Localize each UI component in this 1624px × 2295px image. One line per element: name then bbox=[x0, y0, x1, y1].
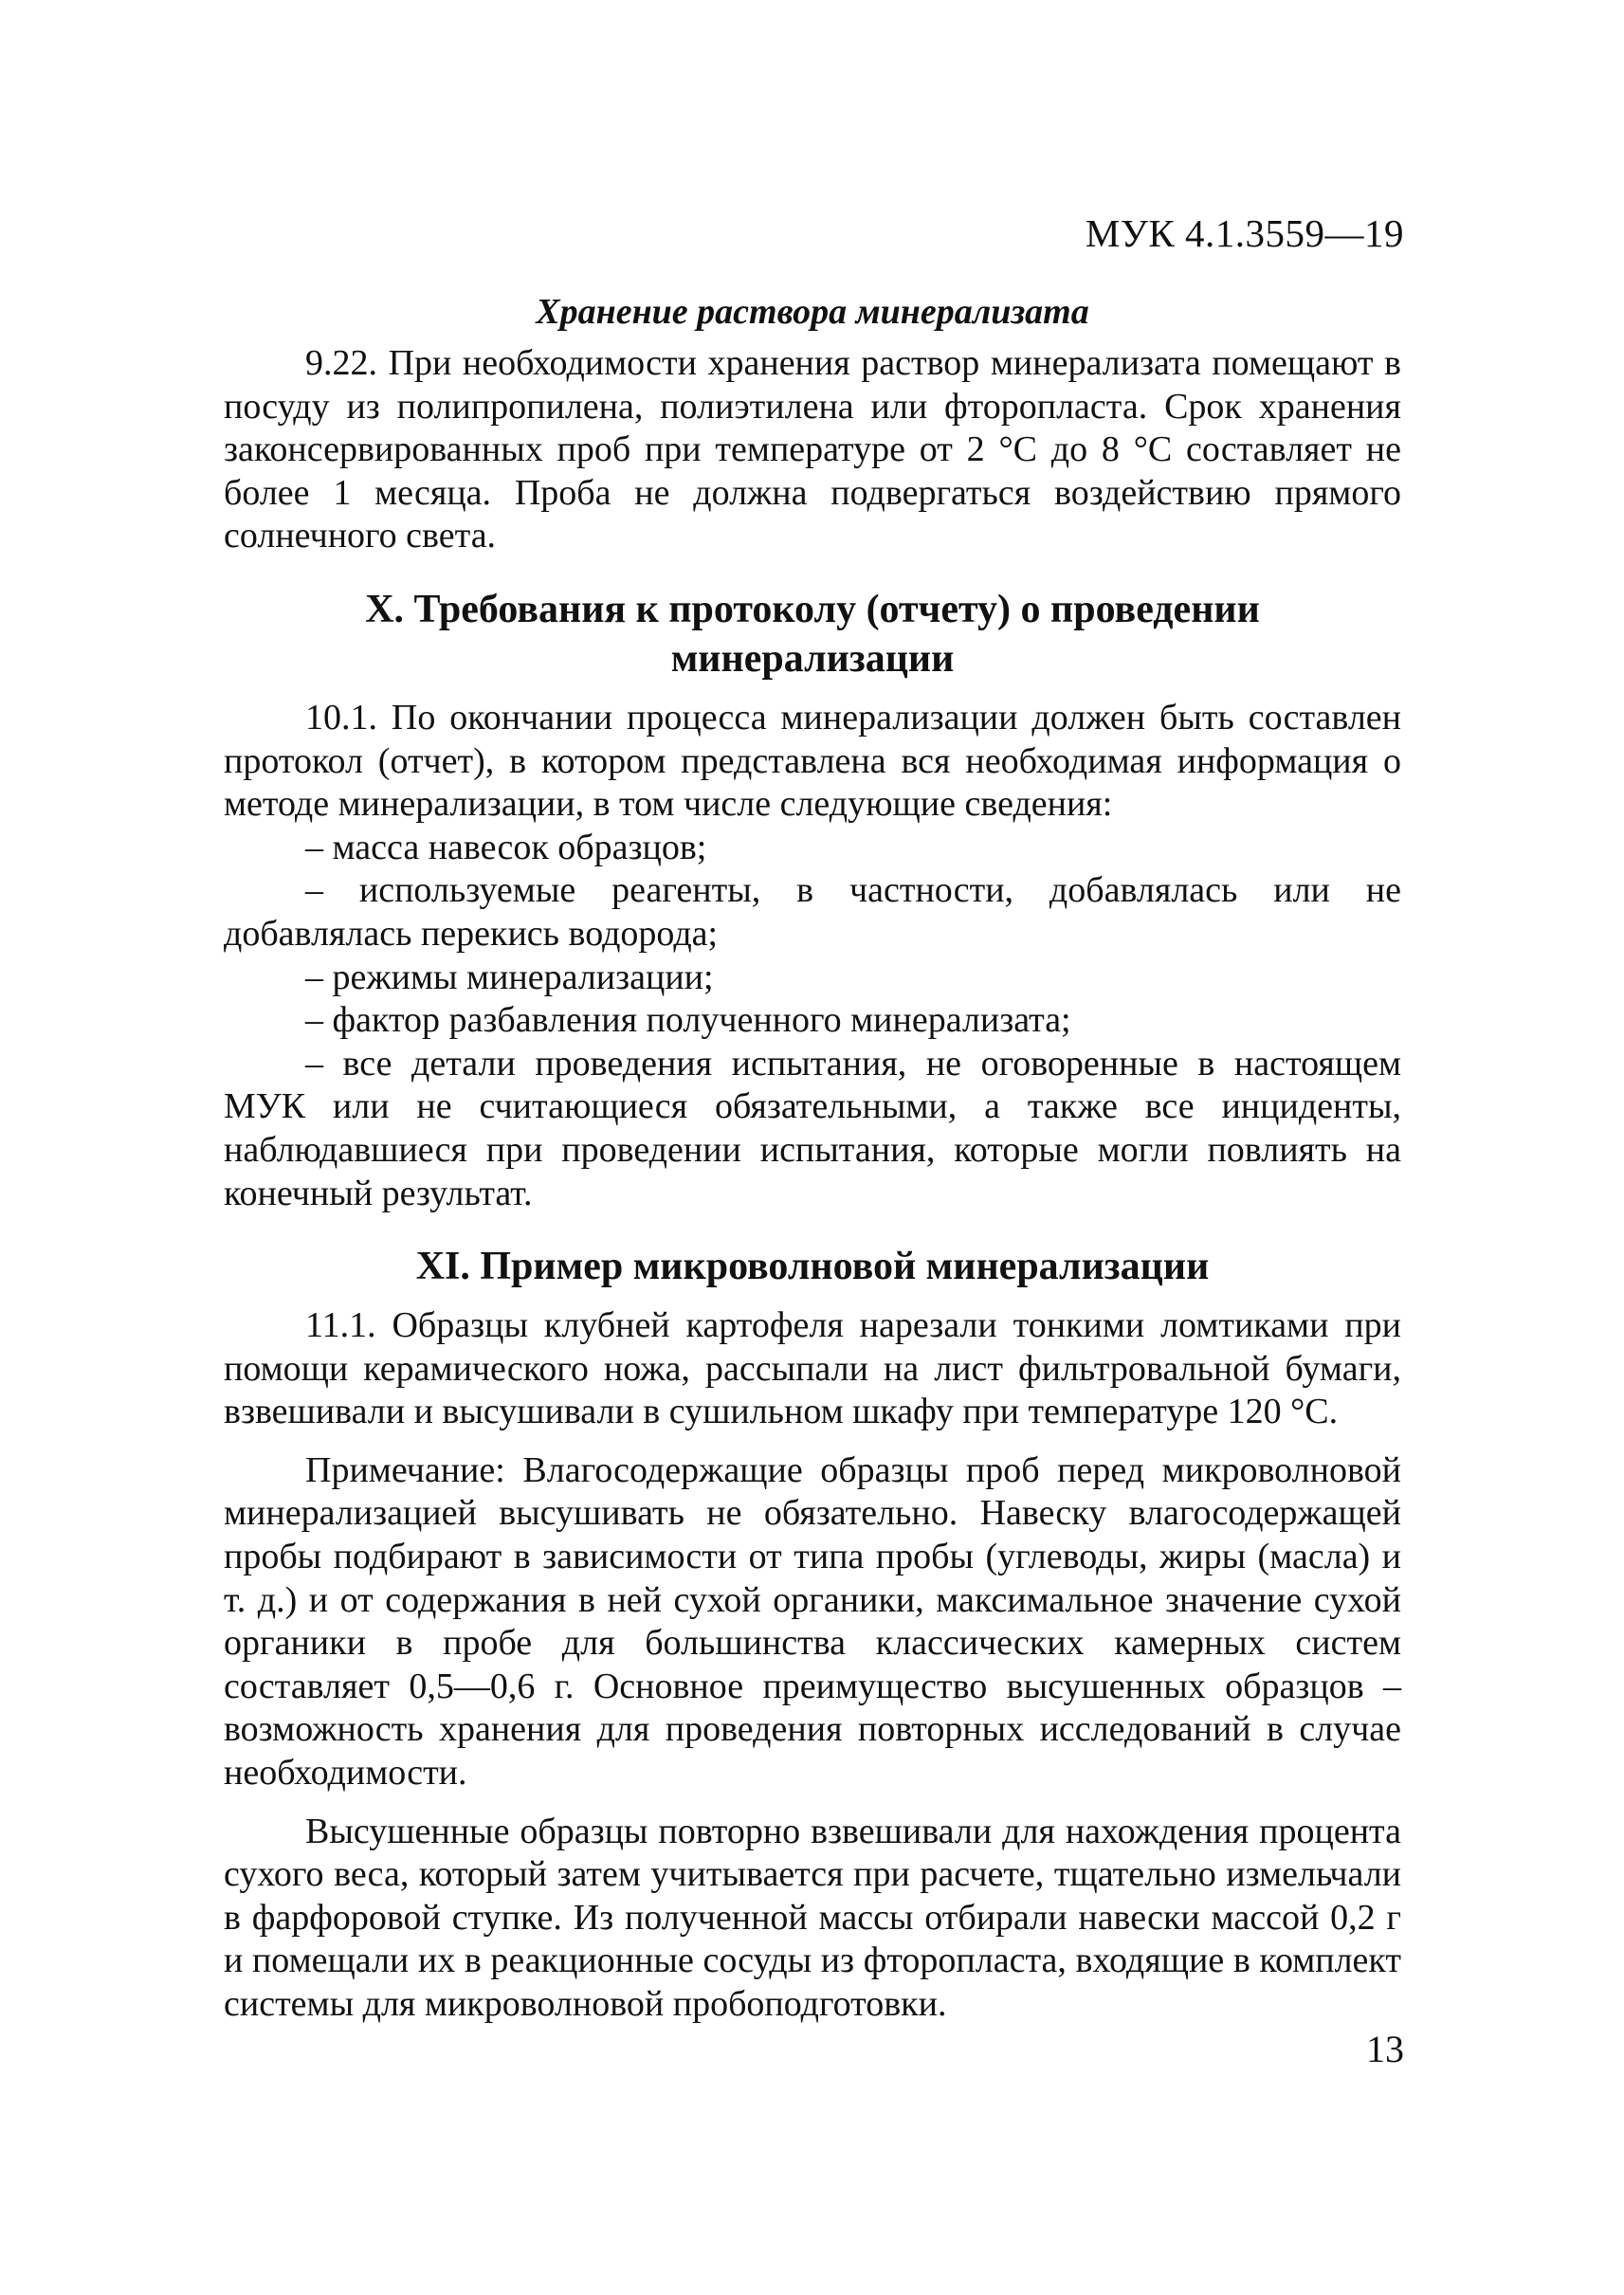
page-content bbox=[224, 289, 1401, 2027]
storage-subsection-title: Хранение раствора минерализата bbox=[536, 292, 1089, 332]
section-x-title: X. Требования к протоколу (отчету) о проведении минерализации bbox=[365, 587, 1260, 681]
paragraph-9-22: 9.22. При необходимости хранения раствор минерализата помещают в посуду из полипропилена, полиэтилена или фторопласта. Срок хранения законсервированных проб при температуре от 2 °С до 8 °С составляет не более 1 месяца. Проба не должна подвергаться воздействию прямого солнечного света. bbox=[224, 343, 1401, 556]
list-item-modes: – режимы минерализации; bbox=[305, 956, 714, 997]
page-number: 13 bbox=[1366, 2028, 1404, 2070]
list-item-reagents: – используемые реагенты, в частности, добавлялась или не добавлялась перекись водорода; bbox=[224, 870, 1401, 954]
paragraph-dried-samples: Высушенные образцы повторно взвешивали для нахождения процента сухого веса, который затем учитывается при расчете, тщательно измельчали в фарфоровой ступке. Из полученной массы отбирали навески массой 0,2 г и помещали их в реакционные сосуды из фторопласта, входящие в комплект системы для микроволновой пробоподготовки. bbox=[224, 1811, 1401, 2024]
section-xi-title: XI. Пример микроволновой минерализации bbox=[415, 1245, 1210, 1289]
list-item-test-details: – все детали проведения испытания, не оговоренные в настоящем МУК или не считающиеся обязательными, а также все инциденты, наблюдавшиеся при проведении испытания, которые могли повлиять на конечный результат. bbox=[224, 1043, 1401, 1213]
list-item-sample-mass: – масса навесок образцов; bbox=[305, 827, 707, 867]
note-paragraph: Примечание: Влагосодержащие образцы проб перед микроволновой минерализацией высушивать не обязательно. Навеску влагосодержащей пробы подбирают в зависимости от типа пробы (углеводы, жиры (масла) и т. д.) и от содержания в ней сухой органики, максимальное значение сухой органики в пробе для большинства классических камерных систем составляет 0,5—0,6 г. Основное преимущество высушенных образцов – возможность хранения для проведения повторных исследований в случае необходимости. bbox=[224, 1449, 1401, 1794]
document-code-header: МУК 4.1.3559—19 bbox=[1085, 211, 1404, 255]
list-item-dilution-factor: – фактор разбавления полученного минерализата; bbox=[305, 1000, 1071, 1041]
paragraph-11-1: 11.1. Образцы клубней картофеля нарезали тонкими ломтиками при помощи керамического ножа, рассыпали на лист фильтровальной бумаги, взвешивали и высушивали в сушильном шкафу при температуре 120 °С. bbox=[224, 1305, 1401, 1432]
paragraph-10-1: 10.1. По окончании процесса минерализации должен быть составлен протокол (отчет), в котором представлена вся необходимая информация о методе минерализации, в том числе следующие сведения: bbox=[224, 697, 1401, 825]
